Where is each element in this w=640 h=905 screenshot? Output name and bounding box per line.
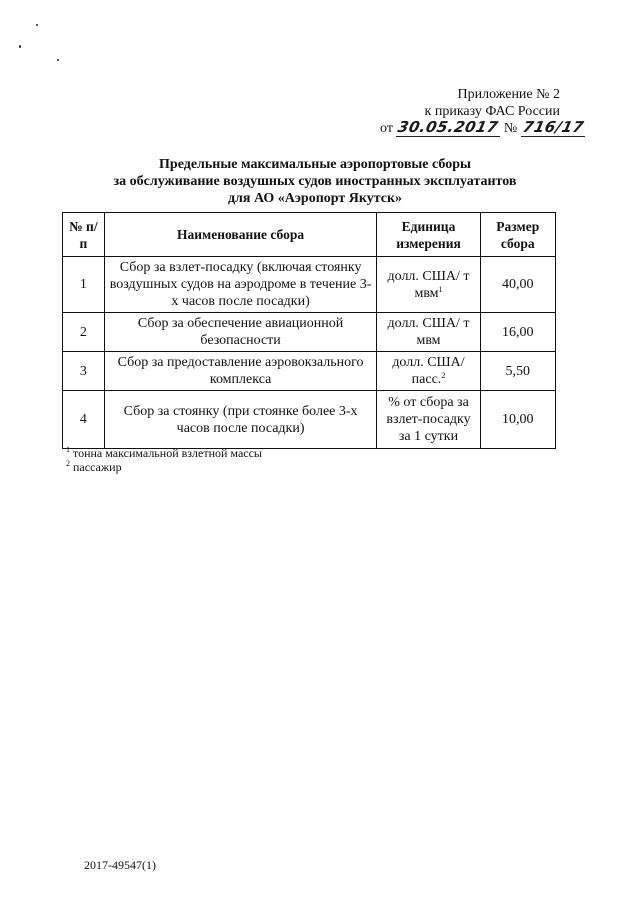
appendix-date-line <box>380 118 586 137</box>
scan-speck <box>36 24 38 26</box>
unit-text: долл. США/ т мвм <box>387 268 470 301</box>
document-number: 2017-49547(1) <box>84 858 156 872</box>
cell-unit <box>377 352 480 391</box>
footnote-ref: 1 <box>438 284 443 294</box>
document-title <box>80 156 550 207</box>
title-line-2: за обслуживание воздушных судов иностранных эксплуатантов <box>113 174 517 189</box>
cell-number: 3 <box>63 352 105 391</box>
footnote-mark: 2 <box>66 459 70 468</box>
footnote-text: тонна максимальной взлетной массы <box>73 446 262 460</box>
cell-unit <box>377 257 480 313</box>
footnote-text: пассажир <box>73 460 122 474</box>
footnotes <box>66 446 262 474</box>
appendix-order-ref: к приказу ФАС России <box>424 104 560 119</box>
appendix-title: Приложение № 2 <box>457 87 560 102</box>
cell-size: 16,00 <box>480 313 555 352</box>
appendix-header <box>380 86 586 137</box>
cell-name: Сбор за взлет-посадку (включая стоянку воздушных судов на аэродроме в течение 3-х часов после посадки) <box>104 257 377 313</box>
date-prefix: от <box>380 121 393 136</box>
title-line-3: для АО «Аэропорт Якутск» <box>227 191 403 206</box>
cell-size: 10,00 <box>480 391 555 449</box>
table-row <box>63 391 556 449</box>
cell-number: 2 <box>63 313 105 352</box>
cell-name: Сбор за стоянку (при стоянке более 3-х часов после посадки) <box>104 391 377 449</box>
table-row <box>63 313 556 352</box>
date-field <box>396 120 500 137</box>
title-line-1: Предельные максимальные аэропортовые сборы <box>159 157 471 172</box>
cell-unit <box>377 391 480 449</box>
fees-table <box>62 212 556 449</box>
cell-name: Сбор за предоставление аэровокзального комплекса <box>104 352 377 391</box>
footnote-item <box>66 460 262 474</box>
table-row <box>63 352 556 391</box>
footnote-ref: 2 <box>441 371 446 380</box>
header-unit: Единица измерения <box>377 213 480 257</box>
header-size: Размер сбора <box>480 213 555 257</box>
footnote-item <box>66 446 262 460</box>
handwritten-number: 716/17 <box>520 118 586 136</box>
number-field <box>521 120 586 137</box>
footnote-mark: 1 <box>66 445 70 454</box>
header-name: Наименование сбора <box>104 213 377 257</box>
unit-text: долл. США/ т мвм <box>387 316 470 348</box>
cell-size: 40,00 <box>480 257 555 313</box>
handwritten-date: 30.05.2017 <box>396 118 501 136</box>
scan-speck <box>57 59 59 61</box>
unit-text: % от сбора за взлет-посадку за 1 сутки <box>386 395 471 444</box>
table-row <box>63 257 556 313</box>
scan-speck <box>19 45 21 48</box>
unit-text: долл. США/ пасс. <box>392 355 465 387</box>
header-number: № п/п <box>63 213 105 257</box>
cell-unit <box>377 313 480 352</box>
cell-size: 5,50 <box>480 352 555 391</box>
cell-number: 1 <box>63 257 105 313</box>
cell-number: 4 <box>63 391 105 449</box>
number-prefix: № <box>503 121 518 136</box>
table-header-row <box>63 213 556 257</box>
cell-name: Сбор за обеспечение авиационной безопасности <box>104 313 377 352</box>
